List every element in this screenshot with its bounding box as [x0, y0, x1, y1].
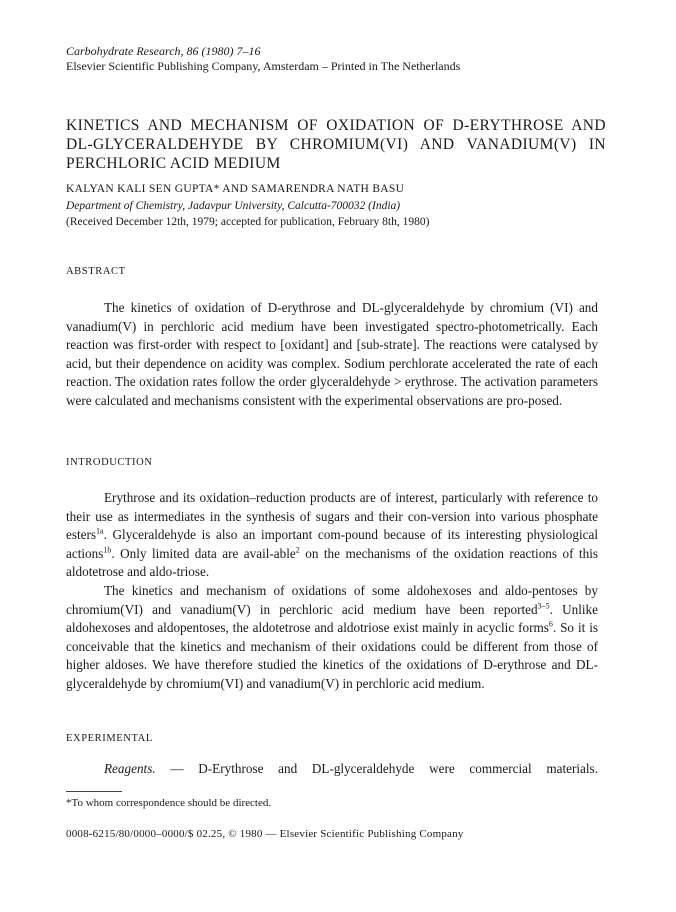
journal-citation: Carbohydrate Research, 86 (1980) 7–16 — [66, 44, 261, 58]
reference-marker: 1b — [103, 545, 112, 555]
reference-marker: 3–5 — [537, 601, 550, 611]
intro-p1-text-c: . Only limited data are avail-able — [111, 545, 296, 561]
reagents-text: — D-Erythrose and DL-glyceraldehyde were commercial materials. — [155, 761, 598, 776]
intro-p1-text-a: Erythrose and its oxidation–reduction products are of interest, particularly with reference to their use as intermediates in the synthesis of sugars and their con-version into various phosphate esters — [66, 490, 598, 543]
introduction-body — [66, 489, 598, 694]
correspondence-footnote: *To whom correspondence should be directed. — [66, 797, 272, 809]
introduction-heading: INTRODUCTION — [66, 457, 153, 468]
article-title — [66, 116, 606, 173]
intro-p2-text-b: . Unlike aldohexoses and aldopentoses, the aldotetrose and aldotriose exist mainly in acyclic forms — [66, 601, 598, 636]
reference-marker: 1a — [96, 526, 104, 536]
title-line-1: KINETICS AND MECHANISM OF OXIDATION OF D-ERYTHROSE AND — [66, 117, 606, 134]
reference-marker: 2 — [295, 545, 300, 555]
copyright-line: 0008-6215/80/0000–0000/$ 02.25, © 1980 — Elsevier Scientific Publishing Company — [66, 828, 464, 840]
title-line-3: PERCHLORIC ACID MEDIUM — [66, 155, 281, 172]
abstract-body — [66, 299, 598, 411]
intro-paragraph-2 — [66, 582, 598, 694]
intro-p1-text-d: on the mechanisms of the oxidation reactions of this aldotetrose and aldo-triose. — [66, 545, 598, 580]
journal-header — [66, 44, 460, 74]
publisher-line: Elsevier Scientific Publishing Company, Amsterdam – Printed in The Netherlands — [66, 59, 461, 73]
reagents-paragraph — [66, 760, 598, 779]
author-list: KALYAN KALI SEN GUPTA* AND SAMARENDRA NATH BASU — [66, 183, 405, 195]
intro-p1-text-b: . Glyceraldehyde is also an important com-pound because of its interesting physiological actions — [66, 527, 598, 561]
abstract-text: The kinetics of oxidation of D-erythrose and DL-glyceraldehyde by chromium (VI) and vanadium(V) in perchloric acid medium have been investigated spectro-photometrically. Each reaction was first-order with respect to [oxidant] and [sub-strate]. The reactions were catalysed by acid, but their dependence on acidity was complex. Sodium perchlorate accelerated the rate of each reaction. The oxidation rates follow the order glyceraldehyde > erythrose. The activation parameters were calculated and mechanisms consistent with the experimental observations are pro-posed. — [66, 300, 598, 408]
reagents-lead: Reagents. — [104, 761, 156, 776]
reference-marker: 6 — [548, 619, 553, 629]
intro-p2-text-a: The kinetics and mechanism of oxidations of some aldohexoses and aldo-pentoses by chromium(VI) and vanadium(V) in perchloric acid medium have been reported — [66, 582, 598, 617]
footnote-divider — [66, 791, 122, 792]
received-dates: (Received December 12th, 1979; accepted for publication, February 8th, 1980) — [66, 216, 430, 228]
intro-paragraph-1 — [66, 489, 598, 582]
intro-p2-text-c: . So it is conceivable that the kinetics and mechanism of their oxidations could be different from those of higher aldoses. We have therefore studied the kinetics of the oxidations of D-erythrose and DL-glyceraldehyde by chromium(VI) and vanadium(V) in perchloric acid medium. — [66, 620, 598, 691]
affiliation: Department of Chemistry, Jadavpur University, Calcutta-700032 (India) — [66, 200, 401, 212]
abstract-heading: ABSTRACT — [66, 266, 126, 277]
title-line-2: DL-GLYCERALDEHYDE BY CHROMIUM(VI) AND VANADIUM(V) IN — [66, 136, 606, 153]
experimental-heading: EXPERIMENTAL — [66, 733, 153, 744]
